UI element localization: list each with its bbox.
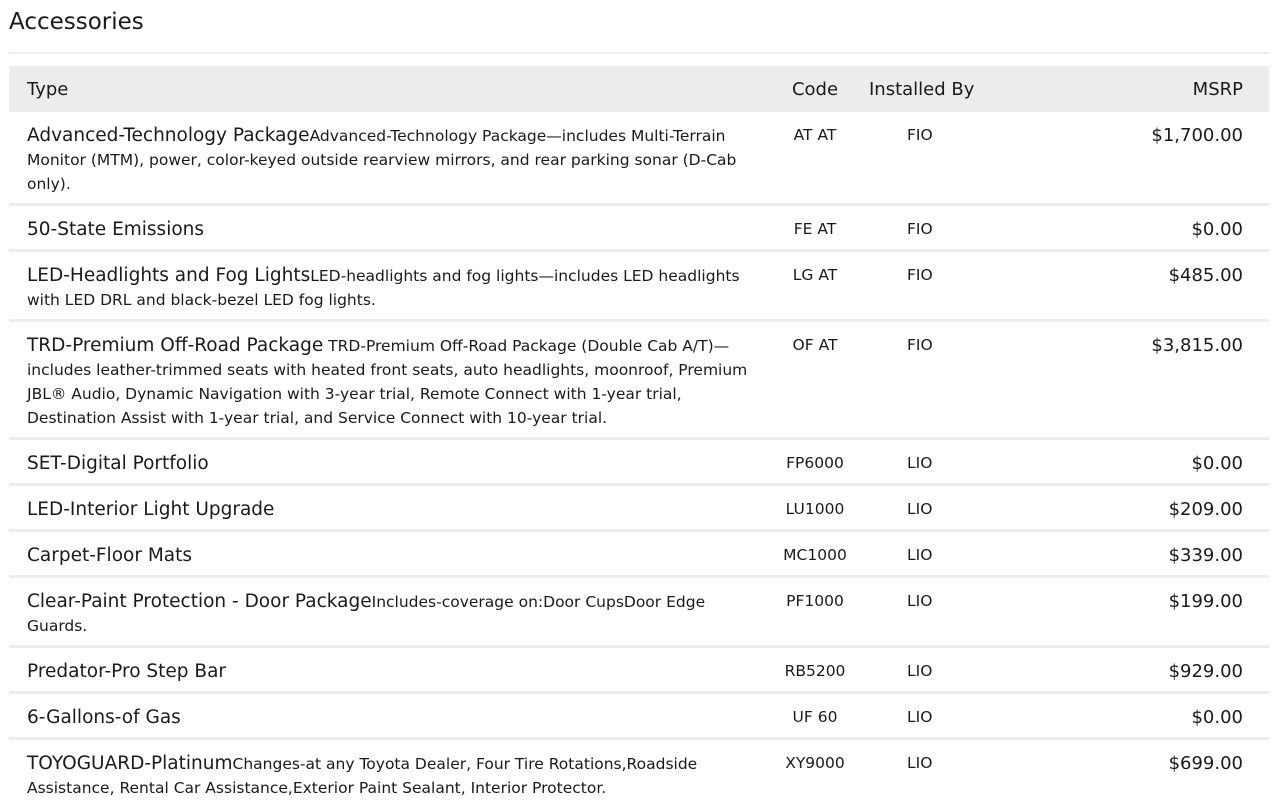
msrp-cell: $0.00 — [1017, 439, 1269, 485]
column-header-code: Code — [767, 66, 863, 112]
installed-by-cell: FIO — [863, 321, 1017, 439]
type-cell — [9, 531, 767, 577]
code-cell: MC1000 — [767, 531, 863, 577]
installed-by-cell: FIO — [863, 205, 1017, 251]
item-name: Carpet-Floor Mats — [27, 545, 192, 566]
msrp-cell: $699.00 — [1017, 739, 1269, 807]
column-header-msrp: MSRP — [1017, 66, 1269, 112]
code-cell: OF AT — [767, 321, 863, 439]
item-description: Includes-coverage on:Door CupsDoor Edge Guards. — [27, 593, 705, 635]
type-cell — [9, 485, 767, 531]
table-row — [9, 531, 1269, 577]
table-row — [9, 112, 1269, 205]
item-description: LED-headlights and fog lights—includes LED headlights with LED DRL and black-bezel LED fog lights. — [27, 267, 740, 309]
table-row — [9, 577, 1269, 647]
table-row — [9, 485, 1269, 531]
installed-by-cell: LIO — [863, 647, 1017, 693]
installed-by-cell: LIO — [863, 531, 1017, 577]
column-header-type: Type — [9, 66, 767, 112]
type-cell — [9, 647, 767, 693]
table-row — [9, 439, 1269, 485]
code-cell: UF 60 — [767, 693, 863, 739]
table-row — [9, 739, 1269, 807]
item-name: Advanced-Technology Package — [27, 125, 310, 146]
item-name: LED-Headlights and Fog Lights — [27, 265, 310, 286]
item-name: 6-Gallons-of Gas — [27, 707, 181, 728]
installed-by-cell: FIO — [863, 112, 1017, 205]
type-cell — [9, 739, 767, 807]
item-description: TRD-Premium Off-Road Package (Double Cab A/T)—includes leather-trimmed seats with heated front seats, auto headlights, moonroof, Premium JBL® Audio, Dynamic Navigation with 3-year trial, Remote Connect with 1-year trial, Destination Assist with 1-year trial, and Service Connect with 10-year trial. — [27, 337, 747, 427]
type-cell — [9, 251, 767, 321]
type-cell — [9, 321, 767, 439]
code-cell: LU1000 — [767, 485, 863, 531]
msrp-cell: $929.00 — [1017, 647, 1269, 693]
code-cell: LG AT — [767, 251, 863, 321]
column-header-installed-by: Installed By — [863, 66, 1017, 112]
code-cell: FE AT — [767, 205, 863, 251]
item-name: Clear-Paint Protection - Door Package — [27, 591, 372, 612]
table-row — [9, 693, 1269, 739]
installed-by-cell: LIO — [863, 577, 1017, 647]
msrp-cell: $0.00 — [1017, 693, 1269, 739]
item-description: Advanced-Technology Package—includes Multi-Terrain Monitor (MTM), power, color-keyed outside rearview mirrors, and rear parking sonar (D-Cab only). — [27, 127, 736, 193]
page-title: Accessories — [9, 6, 144, 38]
msrp-cell: $485.00 — [1017, 251, 1269, 321]
item-name: TRD-Premium Off-Road Package — [27, 335, 323, 356]
installed-by-cell: FIO — [863, 251, 1017, 321]
installed-by-cell: LIO — [863, 693, 1017, 739]
msrp-cell: $339.00 — [1017, 531, 1269, 577]
table-row — [9, 251, 1269, 321]
code-cell: AT AT — [767, 112, 863, 205]
accessories-table — [9, 66, 1269, 807]
installed-by-cell: LIO — [863, 485, 1017, 531]
item-name: LED-Interior Light Upgrade — [27, 499, 274, 520]
code-cell: RB5200 — [767, 647, 863, 693]
msrp-cell: $209.00 — [1017, 485, 1269, 531]
title-divider — [9, 52, 1270, 54]
installed-by-cell: LIO — [863, 739, 1017, 807]
table-row — [9, 321, 1269, 439]
code-cell: XY9000 — [767, 739, 863, 807]
table-header-row — [9, 66, 1269, 112]
item-name: Predator-Pro Step Bar — [27, 661, 226, 682]
table-row — [9, 205, 1269, 251]
msrp-cell: $3,815.00 — [1017, 321, 1269, 439]
code-cell: FP6000 — [767, 439, 863, 485]
type-cell — [9, 693, 767, 739]
table-row — [9, 647, 1269, 693]
msrp-cell: $1,700.00 — [1017, 112, 1269, 205]
item-name: SET-Digital Portfolio — [27, 453, 209, 474]
type-cell — [9, 205, 767, 251]
msrp-cell: $0.00 — [1017, 205, 1269, 251]
type-cell — [9, 577, 767, 647]
item-name: 50-State Emissions — [27, 219, 204, 240]
installed-by-cell: LIO — [863, 439, 1017, 485]
msrp-cell: $199.00 — [1017, 577, 1269, 647]
type-cell — [9, 439, 767, 485]
code-cell: PF1000 — [767, 577, 863, 647]
type-cell — [9, 112, 767, 205]
item-description: Changes-at any Toyota Dealer, Four Tire Rotations,Roadside Assistance, Rental Car Assistance,Exterior Paint Sealant, Interior Protector. — [27, 755, 697, 797]
item-name: TOYOGUARD-Platinum — [27, 753, 233, 774]
